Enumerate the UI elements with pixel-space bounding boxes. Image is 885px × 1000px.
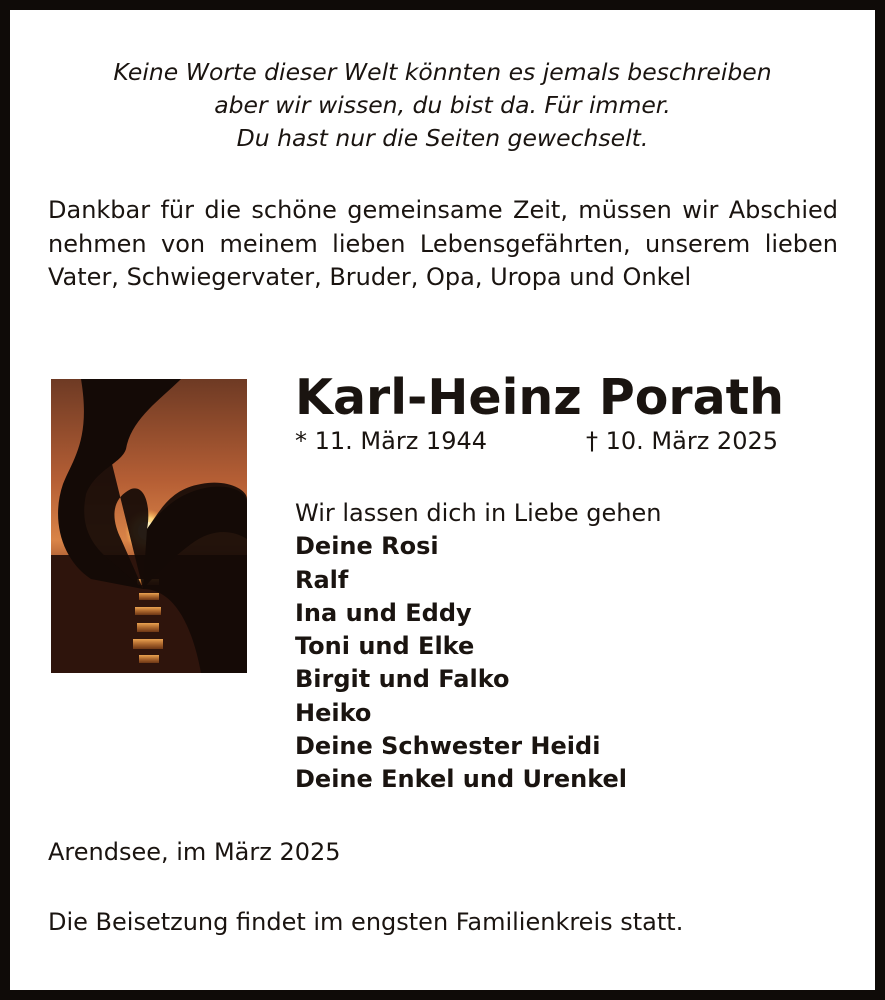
family-member: Ralf <box>295 565 349 594</box>
place-date: Arendsee, im März 2025 <box>48 838 341 866</box>
family-list <box>295 497 661 797</box>
heart-hands-sunset-icon <box>51 379 247 673</box>
intro-text: Dankbar für die schöne gemeinsame Zeit, müssen wir Abschied nehmen von meinem lieben Lebensgefährten, unserem lieben Vater, Schwiegervater, Bruder, Opa, Uropa und Onkel <box>48 196 838 291</box>
deceased-name: Karl-Heinz Porath <box>295 369 784 426</box>
poem-line: Keine Worte dieser Welt könnten es jemals beschreiben <box>113 58 772 86</box>
death-date: † 10. März 2025 <box>586 427 779 455</box>
birth-date: * 11. März 1944 <box>295 427 488 455</box>
burial-note: Die Beisetzung findet im engsten Familienkreis statt. <box>48 908 684 936</box>
poem <box>0 56 885 155</box>
family-member: Deine Schwester Heidi <box>295 732 601 761</box>
family-member: Deine Rosi <box>295 532 439 561</box>
poem-line: Du hast nur die Seiten gewechselt. <box>236 124 649 152</box>
family-member: Heiko <box>295 698 372 727</box>
family-member: Toni und Elke <box>295 632 475 661</box>
family-lead: Wir lassen dich in Liebe gehen <box>295 499 662 527</box>
poem-line: aber wir wissen, du bist da. Für immer. <box>214 91 671 119</box>
family-member: Ina und Eddy <box>295 598 472 627</box>
family-member: Deine Enkel und Urenkel <box>295 765 628 794</box>
family-member: Birgit und Falko <box>295 665 510 694</box>
